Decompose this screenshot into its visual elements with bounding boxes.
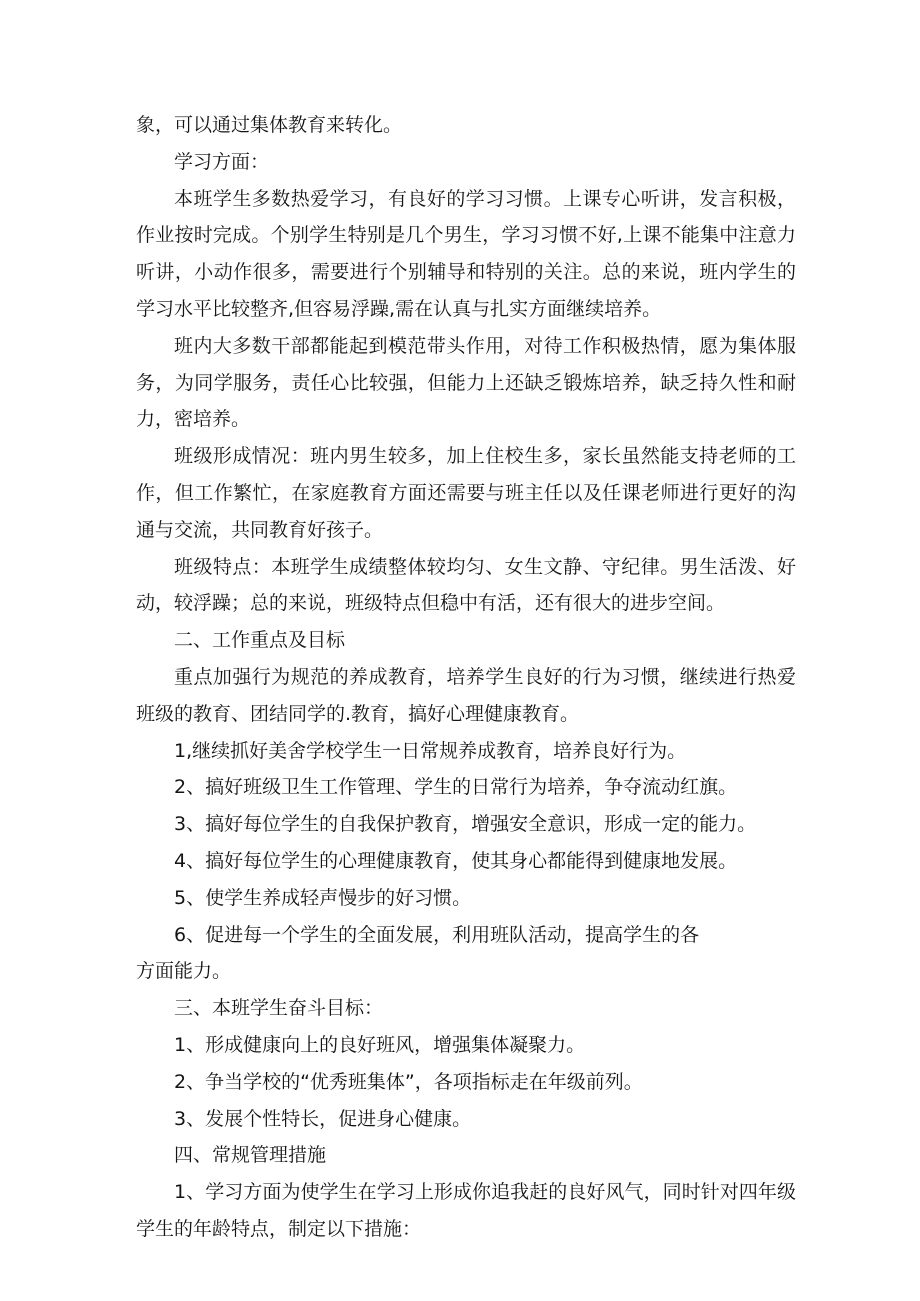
paragraph: 本班学生多数热爱学习，有良好的学习习惯。上课专心听讲，发言积极，作业按时完成。个别学生特别是几个男生，学习习惯不好,上课不能集中注意力听讲，小动作很多，需要进行个别辅导和特别的关注。总的来说，班内学生的学习水平比较整齐,但容易浮躁,需在认真与扎实方面继续培养。 [136,187,796,320]
list-item: 6、促进每一个学生的全面发展，利用班队活动，提高学生的各 [174,923,700,946]
list-item: 1,继续抓好美舍学校学生一日常规养成教育，培养良好行为。 [174,739,687,762]
list-item-continuation: 方面能力。 [136,960,232,983]
section-heading: 二、工作重点及目标 [174,629,346,652]
section-heading: 四、常规管理措施 [174,1144,327,1167]
paragraph: 班级形成情况：班内男生较多，加上住校生多，家长虽然能支持老师的工作，但工作繁忙，在家庭教育方面还需要与班主任以及任课老师进行更好的沟通与交流，共同教育好孩子。 [136,445,796,541]
paragraph: 象，可以通过集体教育来转化。 [136,114,403,136]
list-item: 3、发展个性特长，促进身心健康。 [174,1107,472,1130]
list-item: 2、争当学校的“优秀班集体”，各项指标走在年级前列。 [174,1070,643,1093]
paragraph: 班内大多数干部都能起到模范带头作用，对待工作积极热情，愿为集体服务，为同学服务，责任心比较强，但能力上还缺乏锻炼培养，缺乏持久性和耐力，密培养。 [136,334,796,431]
document-body [136,107,796,1248]
paragraph: 1、学习方面为使学生在学习上形成你追我赶的良好风气，同时针对四年级学生的年龄特点，制定以下措施： [136,1181,796,1240]
list-item: 5、使学生养成轻声慢步的好习惯。 [174,886,472,909]
paragraph: 重点加强行为规范的养成教育，培养学生良好的行为习惯，继续进行热爱班级的教育、团结同学的.教育，搞好心理健康教育。 [136,665,796,725]
section-heading: 学习方面： [174,150,270,173]
list-item: 4、搞好每位学生的心理健康教育，使其身心都能得到健康地发展。 [174,849,738,872]
section-heading: 三、本班学生奋斗目标： [174,997,384,1020]
list-item: 3、搞好每位学生的自我保护教育，增强安全意识，形成一定的能力。 [174,813,757,836]
paragraph: 班级特点：本班学生成绩整体较均匀、女生文静、守纪律。男生活泼、好动，较浮躁；总的来说，班级特点但稳中有活，还有很大的进步空间。 [136,555,796,615]
list-item: 1、形成健康向上的良好班风，增强集体凝聚力。 [174,1033,586,1056]
list-item: 2、搞好班级卫生工作管理、学生的日常行为培养，争夺流动红旗。 [174,776,738,799]
